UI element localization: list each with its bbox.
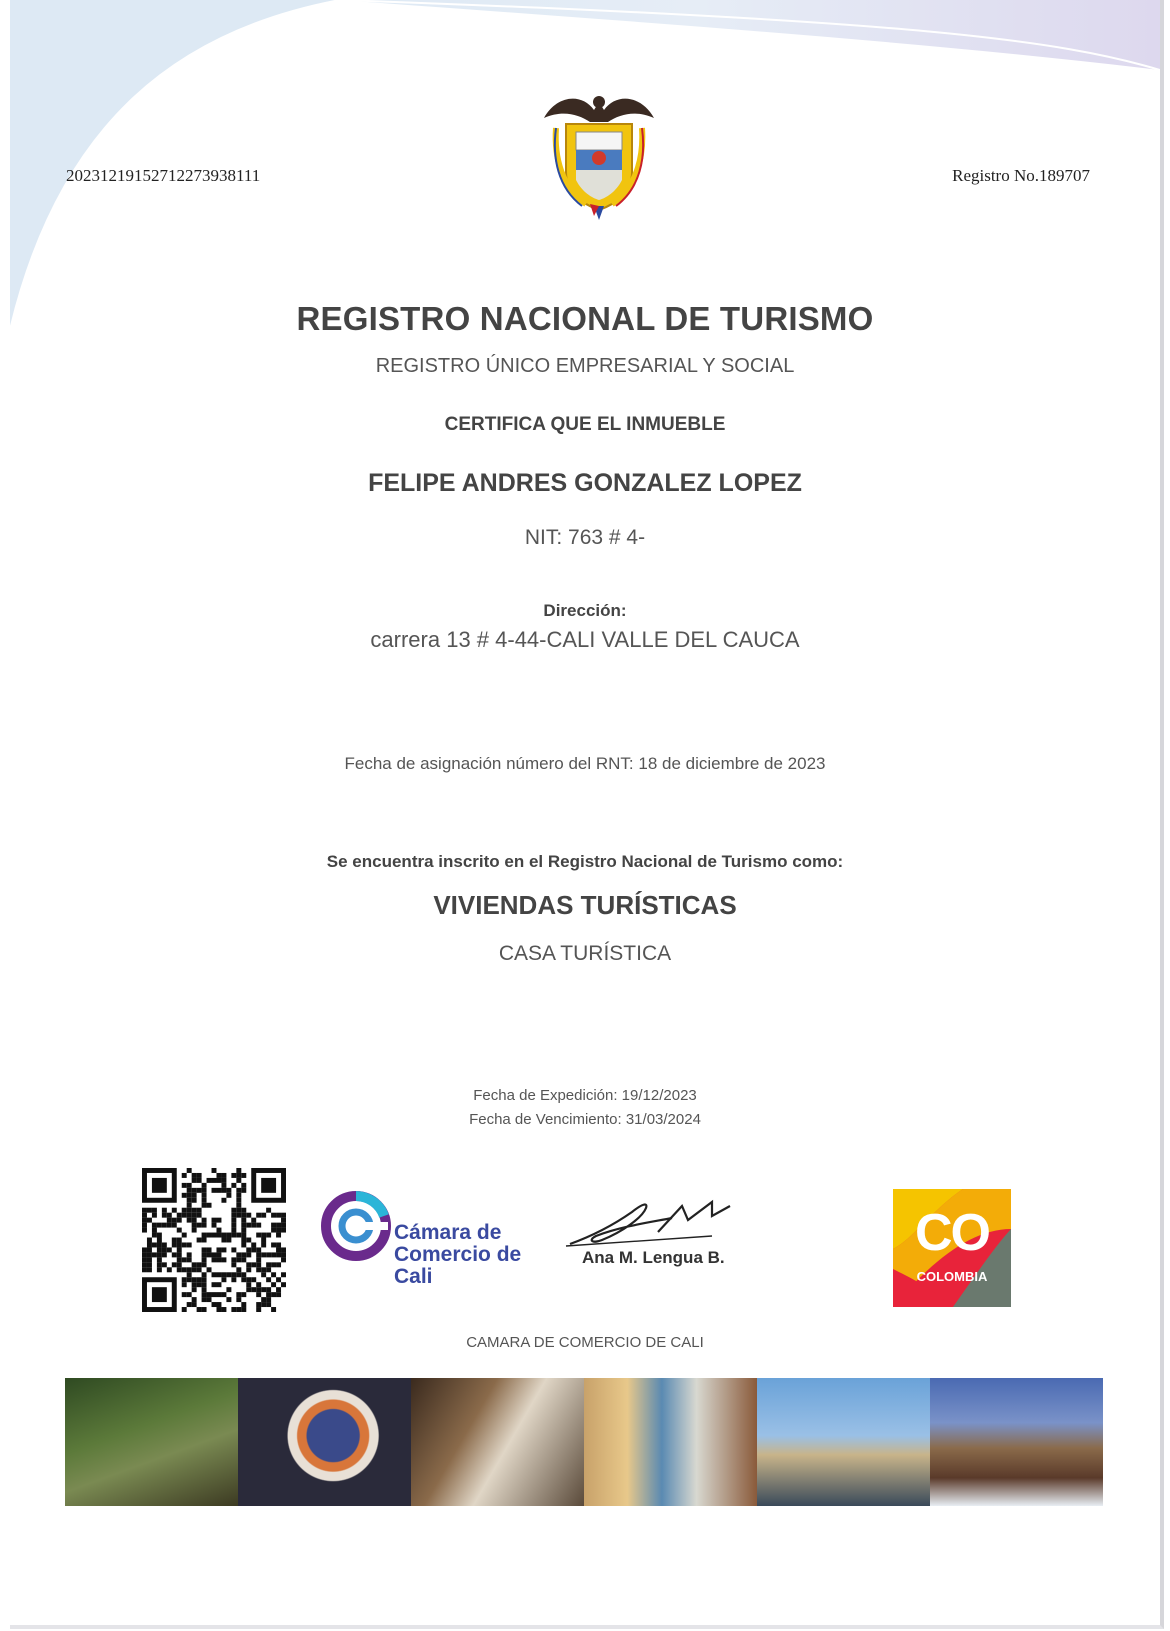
photo-musicians <box>411 1378 584 1506</box>
photo-colonial-street <box>584 1378 757 1506</box>
category: VIVIENDAS TURÍSTICAS <box>433 890 737 920</box>
certificate-title: REGISTRO NACIONAL DE TURISMO <box>296 300 874 337</box>
qr-code-icon[interactable] <box>142 1168 286 1312</box>
subcategory: CASA TURÍSTICA <box>498 942 672 965</box>
signature-block <box>562 1196 762 1276</box>
colombia-wordmark: COLOMBIA <box>916 1269 988 1284</box>
photo-strip <box>65 1378 1103 1506</box>
camara-swirl-icon <box>320 1188 394 1268</box>
signatory-name: Ana M. Lengua B. <box>582 1248 725 1267</box>
issuer-name: CAMARA DE COMERCIO DE CALI <box>466 1334 704 1351</box>
photo-rock-formation <box>930 1378 1103 1506</box>
handwritten-signature <box>562 1196 762 1252</box>
photo-forest <box>65 1378 238 1506</box>
document-code: 20231219152712273938111 <box>66 166 261 185</box>
registro-number: Registro No.189707 <box>952 166 1090 185</box>
certificate-subtitle: REGISTRO ÚNICO EMPRESARIAL Y SOCIAL <box>375 355 795 377</box>
certificate-page <box>10 0 1164 1629</box>
colombia-coat-of-arms-icon <box>536 88 662 220</box>
nit-number: NIT: 763 # 4- <box>524 526 646 549</box>
marca-pais-colombia-logo <box>893 1189 1011 1307</box>
photo-condor <box>238 1378 411 1506</box>
certifies-label: CERTIFICA QUE EL INMUEBLE <box>444 414 726 435</box>
address-label: Dirección: <box>543 601 627 620</box>
camara-comercio-cali-logo <box>320 1188 540 1298</box>
rnt-assignment-date: Fecha de asignación número del RNT: 18 de diciembre de 2023 <box>344 754 826 773</box>
camara-logo-text: Cámara de Comercio de Cali <box>394 1221 522 1288</box>
expiration-date: Fecha de Vencimiento: 31/03/2024 <box>469 1111 701 1128</box>
owner-name: FELIPE ANDRES GONZALEZ LOPEZ <box>368 469 802 497</box>
registered-as-label: Se encuentra inscrito en el Registro Nacional de Turismo como: <box>326 852 844 871</box>
address-value: carrera 13 # 4-44-CALI VALLE DEL CAUCA <box>370 627 800 652</box>
colombia-co-letters: CO <box>915 1204 989 1262</box>
issue-date: Fecha de Expedición: 19/12/2023 <box>473 1087 697 1104</box>
photo-colonial-building <box>757 1378 930 1506</box>
